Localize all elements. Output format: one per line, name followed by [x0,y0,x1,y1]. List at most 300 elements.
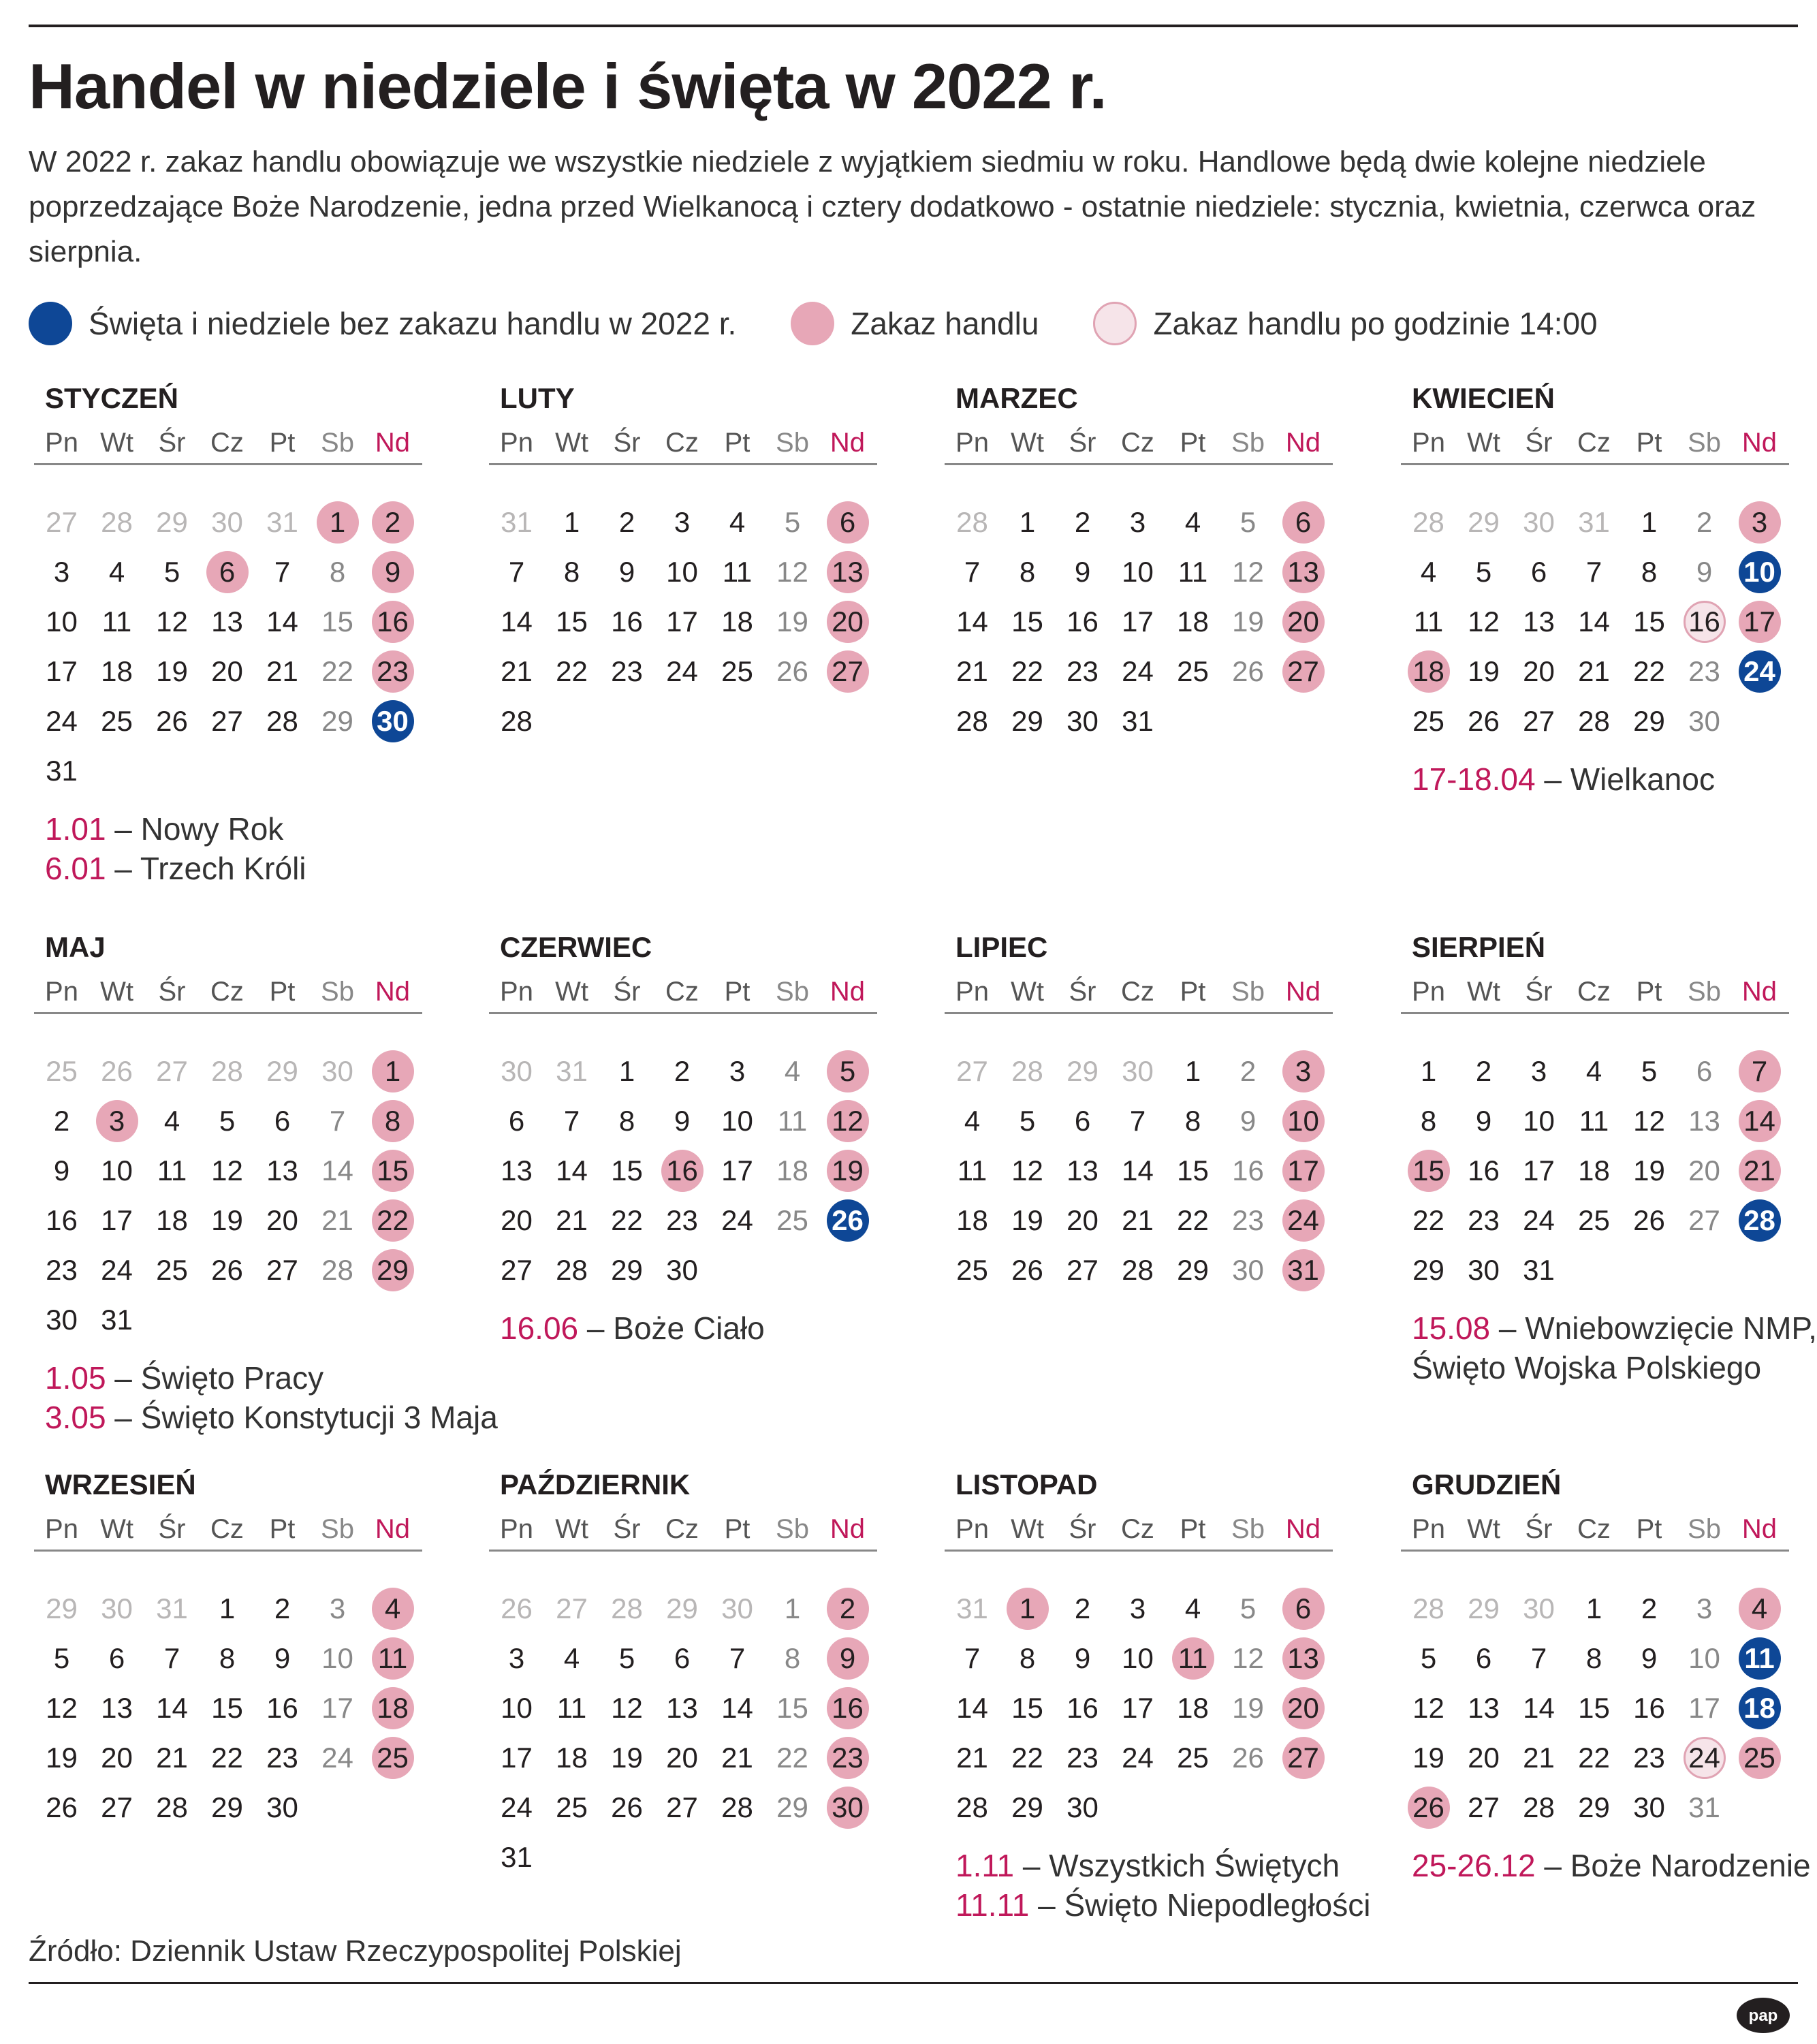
page-title: Handel w niedziele i święta w 2022 r. [29,50,1107,122]
holiday-name: – Święto Niepodległości [1029,1887,1371,1923]
day-trading-ban: 23 [820,1733,875,1782]
prev-month-day: 30 [1523,1592,1555,1624]
month-name: MARZEC [955,382,1078,414]
calendar-day: 28 [721,1791,753,1823]
day-trading-ban: 13 [1276,547,1331,597]
prev-month-day: 31 [956,1592,988,1624]
calendar-day: 31 [501,1840,533,1873]
weekday-label: Pn [500,428,533,458]
weekday-label: Śr [1525,428,1553,458]
calendar-day: 25 [1177,1741,1209,1774]
calendar-day: 7 [1585,555,1602,588]
calendar-day: 18 [1177,1691,1209,1724]
prev-month-day: 29 [1066,1054,1099,1087]
holiday-note [1412,1308,1817,1348]
holiday-name: Święto Wojska Polskiego [1412,1350,1762,1385]
day-open-trading: 30 [365,696,420,746]
calendar-day: 10 [1688,1641,1720,1674]
month-name: LUTY [500,382,575,414]
header-divider [489,1012,877,1014]
day-trading-ban: 6 [1276,497,1331,547]
calendar-day: 27 [101,1791,133,1823]
weekday-header [1401,426,1789,459]
weekday-label: Sb [1231,977,1265,1007]
weekday-label: Sb [776,977,809,1007]
day-trading-ban: 4 [1732,1584,1787,1633]
calendar-day: 13 [501,1154,533,1186]
calendar-day: 23 [1688,655,1720,687]
day-ban-after-14: 16 [1677,597,1732,646]
holiday-note [1412,1846,1811,1885]
weekday-label: Pn [500,1514,533,1544]
weekday-label: Wt [1011,1514,1044,1544]
weekday-label: Cz [665,1514,699,1544]
calendar-day: 18 [101,655,133,687]
calendar-day: 13 [1523,605,1555,638]
weekday-label: Pn [45,428,78,458]
weekday-label: Sb [1231,428,1265,458]
calendar-day: 12 [1232,555,1264,588]
holiday-note [45,809,306,849]
weekday-label: Pt [724,977,750,1007]
weekday-label: Pt [724,428,750,458]
calendar-day: 18 [156,1204,188,1236]
day-open-trading: 26 [820,1195,875,1245]
calendar-day: 28 [956,1791,988,1823]
calendar-day: 23 [1066,1741,1099,1774]
calendar-day: 30 [266,1791,298,1823]
prev-month-day: 31 [1578,505,1610,538]
weekday-label: Pt [1180,428,1206,458]
calendar-day: 2 [1696,505,1713,538]
prev-month-day: 27 [556,1592,588,1624]
holiday-date: 17-18.04 [1412,761,1536,797]
holiday-date: 25-26.12 [1412,1848,1536,1883]
calendar-day: 8 [563,555,580,588]
calendar-day: 7 [329,1104,346,1137]
calendar-day: 10 [721,1104,753,1137]
calendar-day: 28 [556,1253,588,1286]
legend-ban-dot-icon [791,302,834,345]
weekday-label: Pn [500,977,533,1007]
calendar-day: 20 [101,1741,133,1774]
calendar-day: 3 [1530,1054,1547,1087]
weekday-header [34,975,422,1008]
calendar-day: 21 [501,655,533,687]
calendar-day: 26 [776,655,808,687]
calendar-day: 12 [46,1691,78,1724]
calendar-day: 29 [211,1791,243,1823]
day-trading-ban: 18 [365,1683,420,1733]
weekday-label: Cz [1577,977,1611,1007]
day-trading-ban: 31 [1276,1245,1331,1295]
calendar-day: 14 [156,1691,188,1724]
weekday-header [945,975,1333,1008]
weekday-label: Śr [613,1514,641,1544]
holiday-name: – Boże Ciało [578,1310,765,1346]
calendar-day: 4 [1184,1592,1201,1624]
weekday-label: Sb [321,428,354,458]
calendar-day: 26 [1468,704,1500,737]
calendar-day: 24 [1122,1741,1154,1774]
prev-month-day: 28 [101,505,133,538]
weekday-label: Pt [1636,428,1662,458]
day-trading-ban: 25 [365,1733,420,1782]
calendar-day: 27 [1066,1253,1099,1286]
prev-month-day: 30 [501,1054,533,1087]
weekday-label: Wt [100,1514,133,1544]
calendar-day: 16 [1066,1691,1099,1724]
calendar-day: 2 [1074,505,1091,538]
calendar-day: 3 [1129,1592,1146,1624]
weekday-label: Pt [1636,977,1662,1007]
calendar-day: 3 [729,1054,746,1087]
calendar-day: 8 [784,1641,801,1674]
calendar-day: 27 [1523,704,1555,737]
calendar-day: 16 [1468,1154,1500,1186]
calendar-day: 8 [1184,1104,1201,1137]
weekday-header [489,975,877,1008]
weekday-label: Pn [955,1514,989,1544]
calendar-day: 19 [611,1741,643,1774]
calendar-day: 25 [1578,1204,1610,1236]
header-divider [1401,1012,1789,1014]
calendar-day: 7 [1530,1641,1547,1674]
calendar-day: 5 [1420,1641,1437,1674]
calendar-day: 29 [1633,704,1665,737]
calendar-day: 15 [211,1691,243,1724]
day-trading-ban: 19 [820,1146,875,1195]
calendar-day: 1 [1420,1054,1437,1087]
day-ban-after-14: 24 [1677,1733,1732,1782]
calendar-day: 25 [556,1791,588,1823]
calendar-day: 30 [1066,1791,1099,1823]
calendar-day: 19 [1412,1741,1444,1774]
day-trading-ban: 29 [365,1245,420,1295]
calendar-day: 24 [501,1791,533,1823]
calendar-day: 3 [53,555,70,588]
weekday-label: Śr [1069,1514,1096,1544]
calendar-day: 2 [1641,1592,1658,1624]
calendar-day: 7 [964,555,981,588]
holiday-note [955,1846,1370,1885]
calendar-day: 28 [1523,1791,1555,1823]
day-trading-ban: 15 [365,1146,420,1195]
calendar-day: 27 [1688,1204,1720,1236]
weekday-header [34,426,422,459]
day-trading-ban: 2 [365,497,420,547]
calendar-day: 2 [274,1592,291,1624]
calendar-day: 31 [1122,704,1154,737]
day-trading-ban: 22 [365,1195,420,1245]
weekday-label: Cz [665,977,699,1007]
calendar-day: 5 [1641,1054,1658,1087]
calendar-day: 10 [1523,1104,1555,1137]
calendar-day: 13 [1468,1691,1500,1724]
calendar-day: 23 [1633,1741,1665,1774]
weekday-header [1401,975,1789,1008]
weekday-label: Wt [1011,977,1044,1007]
calendar-day: 3 [674,505,691,538]
calendar-day: 3 [1129,505,1146,538]
top-rule [29,25,1798,27]
calendar-day: 17 [721,1154,753,1186]
weekday-header [945,1513,1333,1545]
weekday-label: Pn [955,428,989,458]
calendar-day: 27 [1468,1791,1500,1823]
calendar-day: 4 [108,555,125,588]
weekday-label: Nd [1285,428,1321,458]
calendar-day: 5 [1239,1592,1257,1624]
weekday-label: Śr [1525,1514,1553,1544]
calendar-day: 9 [1239,1104,1257,1137]
calendar-day: 11 [1413,605,1444,638]
weekday-header [34,1513,422,1545]
calendar-day: 12 [156,605,188,638]
weekday-label: Cz [210,1514,244,1544]
calendar-day: 8 [1019,555,1036,588]
calendar-day: 21 [1523,1741,1555,1774]
day-trading-ban: 24 [1276,1195,1331,1245]
calendar-day: 12 [1468,605,1500,638]
calendar-day: 1 [1585,1592,1602,1624]
weekday-label: Wt [100,977,133,1007]
calendar-day: 9 [53,1154,70,1186]
weekday-label: Wt [1467,428,1500,458]
calendar-day: 26 [156,704,188,737]
calendar-day: 28 [321,1253,353,1286]
weekday-label: Cz [210,428,244,458]
calendar-day: 13 [1066,1154,1099,1186]
calendar-day: 19 [1633,1154,1665,1186]
month-name: STYCZEŃ [45,382,179,414]
calendar-day: 17 [321,1691,353,1724]
holiday-date: 3.05 [45,1400,106,1435]
weekday-label: Nd [830,428,866,458]
calendar-day: 22 [611,1204,643,1236]
calendar-day: 26 [211,1253,243,1286]
calendar-day: 10 [666,555,698,588]
legend-open-label: Święta i niedziele bez zakazu handlu w 2022 r. [89,306,737,341]
weekday-label: Pt [724,1514,750,1544]
calendar-day: 13 [101,1691,133,1724]
calendar-day: 25 [956,1253,988,1286]
holiday-date: 1.01 [45,811,106,847]
calendar-day: 27 [501,1253,533,1286]
calendar-day: 1 [618,1054,635,1087]
calendar-day: 3 [1696,1592,1713,1624]
holiday-note [1412,1348,1817,1387]
calendar-day: 27 [666,1791,698,1823]
weekday-label: Nd [1741,428,1778,458]
weekday-label: Pt [1180,1514,1206,1544]
calendar-day: 16 [1232,1154,1264,1186]
calendar-day: 11 [777,1104,808,1137]
calendar-day: 4 [784,1054,801,1087]
calendar-day: 31 [1523,1253,1555,1286]
legend-item-ban [791,302,1039,345]
calendar-day: 16 [266,1691,298,1724]
calendar-day: 28 [1122,1253,1154,1286]
weekday-label: Wt [555,977,588,1007]
prev-month-day: 29 [156,505,188,538]
calendar-day: 24 [721,1204,753,1236]
weekday-label: Sb [776,1514,809,1544]
day-trading-ban: 13 [1276,1633,1331,1683]
weekday-label: Śr [158,977,186,1007]
calendar-day: 16 [611,605,643,638]
prev-month-day: 29 [666,1592,698,1624]
calendar-day: 12 [1633,1104,1665,1137]
calendar-day: 26 [1011,1253,1043,1286]
prev-month-day: 30 [101,1592,133,1624]
day-open-trading: 10 [1732,547,1787,597]
prev-month-day: 29 [1468,1592,1500,1624]
day-trading-ban: 26 [1401,1782,1456,1832]
calendar-day: 30 [1232,1253,1264,1286]
weekday-label: Cz [1121,1514,1154,1544]
weekday-label: Sb [1688,1514,1721,1544]
month-name: KWIECIEŃ [1412,382,1555,414]
calendar-day: 4 [1420,555,1437,588]
weekday-label: Wt [555,1514,588,1544]
calendar-day: 14 [1578,605,1610,638]
day-trading-ban: 16 [365,597,420,646]
calendar-day: 18 [1578,1154,1610,1186]
calendar-day: 7 [508,555,525,588]
calendar-day: 30 [1633,1791,1665,1823]
weekday-label: Cz [665,428,699,458]
calendar-day: 8 [1641,555,1658,588]
calendar-day: 10 [1122,1641,1154,1674]
calendar-day: 12 [1232,1641,1264,1674]
holiday-note [45,849,306,888]
day-trading-ban: 23 [365,646,420,696]
day-trading-ban: 6 [200,547,255,597]
calendar-day: 13 [1688,1104,1720,1137]
calendar-day: 10 [321,1641,353,1674]
calendar-day: 16 [1633,1691,1665,1724]
calendar-day: 2 [1239,1054,1257,1087]
calendar-day: 22 [556,655,588,687]
calendar-day: 21 [321,1204,353,1236]
prev-month-day: 25 [46,1054,78,1087]
day-trading-ban: 27 [1276,646,1331,696]
calendar-day: 15 [321,605,353,638]
calendar-day: 11 [722,555,753,588]
calendar-day: 7 [274,555,291,588]
calendar-day: 15 [1011,605,1043,638]
calendar-day: 1 [1641,505,1658,538]
weekday-label: Śr [613,977,641,1007]
header-divider [1401,1550,1789,1552]
weekday-label: Pt [269,428,296,458]
calendar-day: 21 [556,1204,588,1236]
calendar-day: 29 [611,1253,643,1286]
calendar-day: 29 [1412,1253,1444,1286]
day-trading-ban: 3 [1276,1046,1331,1096]
day-trading-ban: 1 [365,1046,420,1096]
holiday-date: 15.08 [1412,1310,1491,1346]
prev-month-day: 31 [556,1054,588,1087]
prev-month-day: 31 [156,1592,188,1624]
calendar-day: 5 [1239,505,1257,538]
holiday-notes [45,809,306,888]
weekday-label: Sb [321,1514,354,1544]
weekday-label: Śr [158,1514,186,1544]
holiday-name: – Wniebowzięcie NMP, [1490,1310,1817,1346]
legend-open-dot-icon [29,302,72,345]
calendar-day: 19 [156,655,188,687]
holiday-notes [1412,1308,1817,1387]
weekday-label: Cz [210,977,244,1007]
calendar-day: 6 [1530,555,1547,588]
day-trading-ban: 20 [820,597,875,646]
legend-half-label: Zakaz handlu po godzinie 14:00 [1153,306,1598,341]
prev-month-day: 26 [501,1592,533,1624]
calendar-day: 19 [46,1741,78,1774]
weekday-label: Pt [1636,1514,1662,1544]
calendar-day: 28 [956,704,988,737]
day-open-trading: 18 [1732,1683,1787,1733]
calendar-day: 19 [1232,605,1264,638]
calendar-day: 4 [563,1641,580,1674]
calendar-day: 5 [618,1641,635,1674]
calendar-day: 2 [674,1054,691,1087]
prev-month-day: 27 [156,1054,188,1087]
prev-month-day: 30 [211,505,243,538]
weekday-header [489,1513,877,1545]
prev-month-day: 28 [611,1592,643,1624]
calendar-day: 8 [329,555,346,588]
calendar-day: 18 [1177,605,1209,638]
day-trading-ban: 1 [310,497,365,547]
weekday-label: Sb [776,428,809,458]
weekday-label: Sb [321,977,354,1007]
prev-month-day: 26 [101,1054,133,1087]
calendar-day: 2 [53,1104,70,1137]
day-trading-ban: 12 [820,1096,875,1146]
calendar-day: 24 [321,1741,353,1774]
day-trading-ban: 15 [1401,1146,1456,1195]
holiday-name: – Wszystkich Świętych [1014,1848,1340,1883]
day-trading-ban: 11 [1165,1633,1220,1683]
calendar-day: 20 [501,1204,533,1236]
header-divider [34,1012,422,1014]
month-name: MAJ [45,931,106,963]
holiday-note [45,1358,498,1398]
pap-logo-text: pap [1748,2007,1778,2025]
source-note: Źródło: Dziennik Ustaw Rzeczypospolitej Polskiej [29,1934,682,1968]
calendar-day: 26 [1633,1204,1665,1236]
legend-item-open [29,302,736,345]
calendar-day: 29 [1011,1791,1043,1823]
prev-month-day: 30 [721,1592,753,1624]
calendar-day: 23 [266,1741,298,1774]
prev-month-day: 30 [1122,1054,1154,1087]
day-trading-ban: 9 [365,547,420,597]
calendar-day: 7 [729,1641,746,1674]
header-divider [945,1012,1333,1014]
calendar-day: 17 [1122,605,1154,638]
calendar-day: 20 [1523,655,1555,687]
holiday-note [1412,759,1715,799]
calendar-day: 23 [611,655,643,687]
day-trading-ban: 17 [1276,1146,1331,1195]
calendar-day: 10 [101,1154,133,1186]
calendar-day: 21 [1122,1204,1154,1236]
calendar-day: 13 [666,1691,698,1724]
